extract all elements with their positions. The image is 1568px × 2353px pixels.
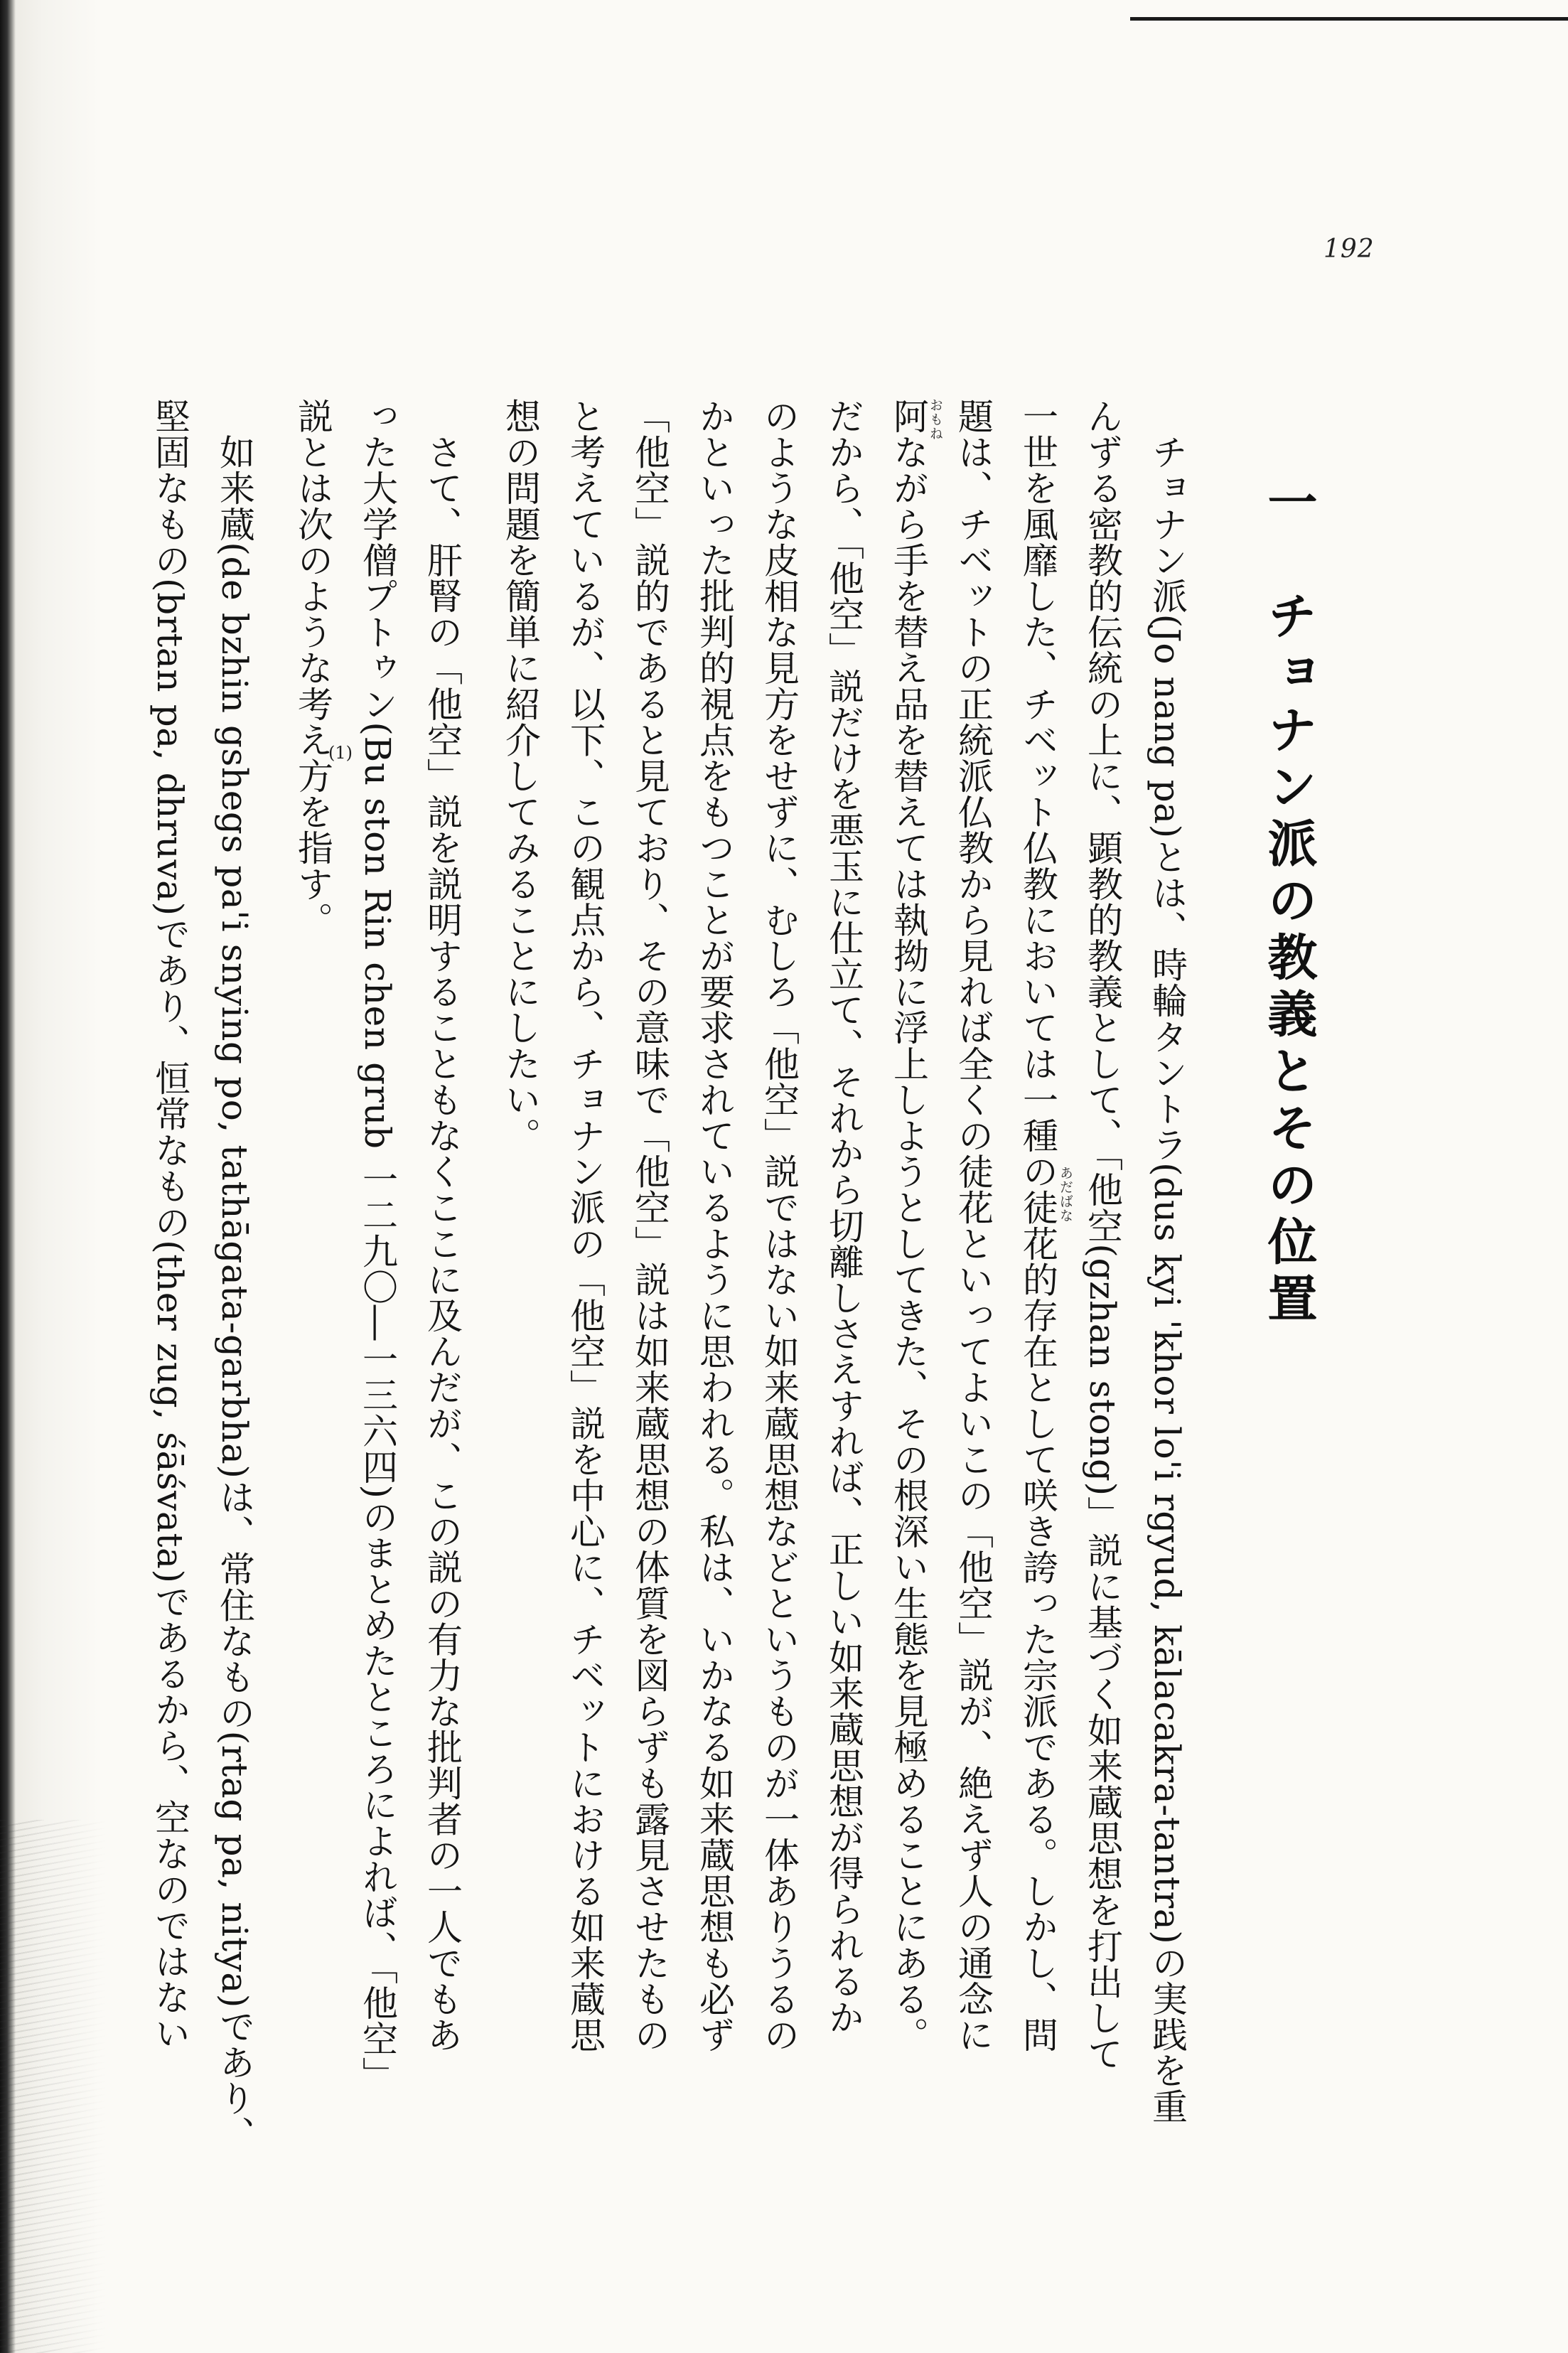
text-line-14: 説とは次のような考え方を指す。	[292, 398, 333, 938]
text-line-7: のような皮相な見方をせずに、むしろ「他空」説ではない如来蔵思想などというものが一体ありうるの	[758, 398, 800, 2053]
text-line-10: と考えているが、以下、この観点から、チョナン派の「他空」説を中心に、チベットにおける如来蔵思	[564, 398, 606, 2053]
text-line-9: 「他空」説的であると見ており、その意味で「他空」説は如来蔵思想の体質を図らずも露見させたもの	[629, 398, 670, 2053]
text-line-11: 想の問題を簡単に紹介してみることにしたい。	[500, 398, 541, 1154]
header-rule	[1130, 17, 1568, 21]
text-line-5: 阿ながら手を替え品を替えては執拗に浮上しようとしてきた、その根深い生態を見極めることにある。	[888, 398, 929, 2053]
text-line-8: かといった批判的視点をもつことが要求されているように思われる。私は、いかなる如来蔵思想も必ず	[694, 398, 735, 2053]
ruby-omone: おもね	[928, 398, 943, 441]
text-line-12: さて、肝腎の「他空」説を説明することもなくここに及んだが、この説の有力な批判者の一人でもあ	[421, 398, 463, 2053]
text-line-16: 堅固なもの(brtan pa, dhruva)であり、恒常なもの(ther zug, śāśvata)であるから、空なのではない	[149, 398, 190, 2052]
text-line-15: 如来蔵(de bzhin gshegs pa'i snying po, tathāgata-garbha)は、常住なもの(rtag pa, nitya)であり、	[214, 398, 255, 2153]
ruby-adabana: あだばな	[1058, 1166, 1073, 1223]
section-heading: 一 チョナン派の教義とその位置	[1260, 476, 1319, 1329]
footnote-marker: (1)	[328, 743, 353, 763]
scan-noise	[0, 1820, 107, 2353]
text-line-1: チョナン派(Jo nang pa)とは、時輪タントラ(dus kyi 'khor lo'i rgyud, kālacakra-tantra)の実践を重	[1147, 398, 1188, 2125]
page-number: 192	[1323, 235, 1375, 264]
text-line-3: 一世を風靡した、チベット仏教においては一種の徒花的存在として咲き誇った宗派である。しかし、問	[1017, 398, 1058, 2053]
text-line-6: だから、「他空」説だけを悪玉に仕立て、それから切離しさえすれば、正しい如来蔵思想が得られるか	[823, 398, 864, 2035]
text-line-4: 題は、チベットの正統派仏教から見れば全くの徒花といってよいこの「他空」説が、絶えず人の通念に	[952, 398, 994, 2053]
text-line-2: んずる密教的伝統の上に、顕教的教義として、「他空(gzhan stong)」説に基づく如来蔵思想を打出して	[1082, 398, 1123, 2072]
text-line-13: った大学僧プトゥン(Bu ston Rin chen grub 一二九〇―一三六四)のまとめたところによれば、「他空」	[357, 398, 398, 2093]
